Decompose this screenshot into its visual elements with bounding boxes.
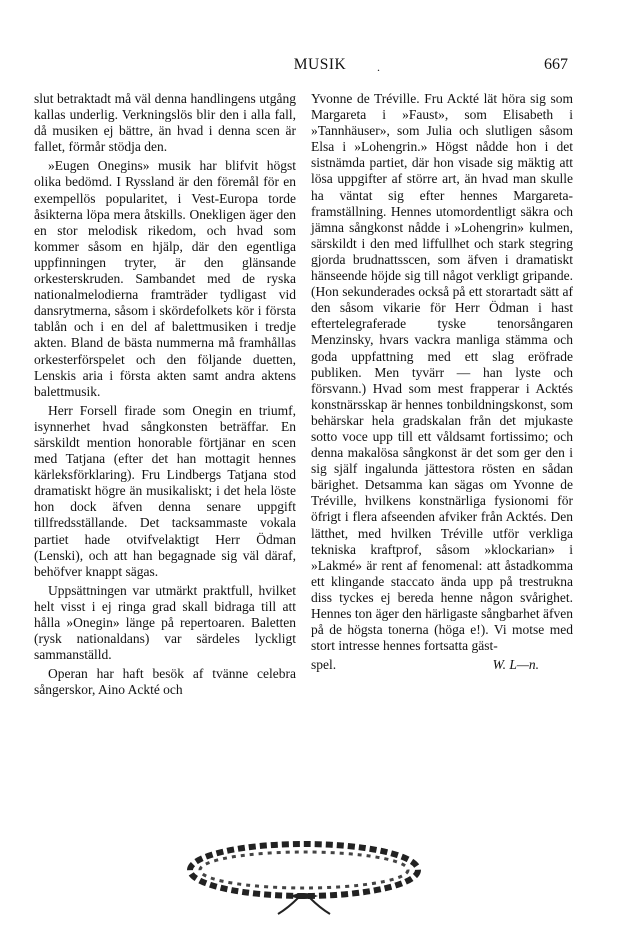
right-paragraph-1: Yvonne de Tréville. Fru Ackté lät höra sig som Margareta i »Faust», som Elisabeth i »Tannhäuser», som Julia och slutligen såsom Elsa i »Lohengrin.» Högst nådde hon i det sistnämda partiet, där hon visade sig mäktig att lösa uppgifter af större art, än hvad man skulle ha väntat sig efter hennes Margareta-framställning. Hennes utomordentligt säkra och jämna sångkonst nådde i »Lohengrin» kulmen, särskildt i den med liffullhet och stark stegring gjorda brudnattsscen, som äfven i dramatiskt hänseende höjde sig till något verkligt gripande. (Hon sekunderades också på ett storartadt sätt af den såsom vikarie för Herr Ödman i hast eftertelegraferade tyske tenorsångaren Menzinsky, hvars vackra manliga stämma och goda uppfattning med ett slag eröfrade publiken. Men tyvärr — han lyste och försvann.) Hvad som mest frapperar i Acktés konstnärsskap är hennes tonbildningskonst, som behärskar hela gradskalan från det mjukaste sotto voce upp till ett våldsamt fortissimo; och denna makalösa sångkonst är det som ger den i sig själf ingalunda jättestora rösten en sådan bärighet. Detsamma kan sägas om Yvonne de Tréville, hvilkens konstnärliga fysionomi för öfrigt i flera afseenden afviker från Acktés. Den lätthet, med hvilken Tréville utför verkliga tekniska kraftprof, såsom »klockarian» i »Lakmé» är rent af fenomenal: att åstadkomma ett klingande staccato ända upp på trestrukna diss tyckes ej bereda henne någon svårighet. Hennes ton äger den härligaste sångbarhet äfven på de högsta tonerna (höga e!). Vi motse med stort intresse hennes fortsatta gäst- <box>311 91 573 654</box>
laurel-wreath-ornament <box>178 832 430 916</box>
left-paragraph-4: Uppsättningen var utmärkt praktfull, hvilket helt visst i ej ringa grad skall bidraga till att hålla »Onegin» länge på repertoaren. Baletten (rysk nationaldans) var särdeles lyckligt sammanställd. <box>34 582 296 663</box>
author-signature: W. L—n. <box>492 657 539 673</box>
left-paragraph-3: Herr Forsell firade som Onegin en triumf, isynnerhet hvad sångkonsten beträffar. En särskildt mention honorable förtjänar en scen med Tatjana (efter det han mottagit hennes kärleksförklaring). Fru Lindbergs Tatjana stod dramatiskt högre än musikaliskt; i det hela löste hon dock äfven denna senare uppgift tillfredsställande. Det tacksammaste vokala partiet hade otvifvelaktigt Herr Ödman (Lenski), och att han begagnade sig väl däraf, behöfver knappt sägas. <box>34 402 296 579</box>
header-printer-mark: . <box>377 60 380 74</box>
running-header-title: MUSIK <box>293 56 347 73</box>
left-paragraph-5: Operan har haft besök af tvänne celebra sångerskor, Aino Ackté och <box>34 666 296 698</box>
left-paragraph-1: slut betraktadt må väl denna handlingens utgång kallas underlig. Verkningslös blir den i alla fall, då musiken ej bättre, än hvad i denna scen är fallet, förmår stödja den. <box>34 91 296 155</box>
closing-word: spel. <box>311 657 337 673</box>
left-paragraph-2: »Eugen Onegins» musik har blifvit högst olika bedömd. I Ryssland är den föremål för en exempellös popularitet, i Vest-Europa torde åsikterna löpa mera åtskills. Onekligen äger den en stor melodisk rikedom, och hvad som kommer såsom en hjälp, där den egentliga uppfinningen tryter, är den glänsande orkesterskruden. Sambandet med de ryska nationalmelodierna framträder tydligast vid dansrytmerna, såsom i skördefolkets kör i första tablån och i en del af balettmusiken i tredje akten. Bland de bästa nummerna må framhållas orkesterförspelet och den följande duetten, Lenskis aria i första akten samt andra aktens balettmusik. <box>34 158 296 399</box>
right-column <box>311 91 573 673</box>
left-column <box>34 91 296 701</box>
closing-line <box>311 657 573 673</box>
page-number: 667 <box>544 56 568 73</box>
